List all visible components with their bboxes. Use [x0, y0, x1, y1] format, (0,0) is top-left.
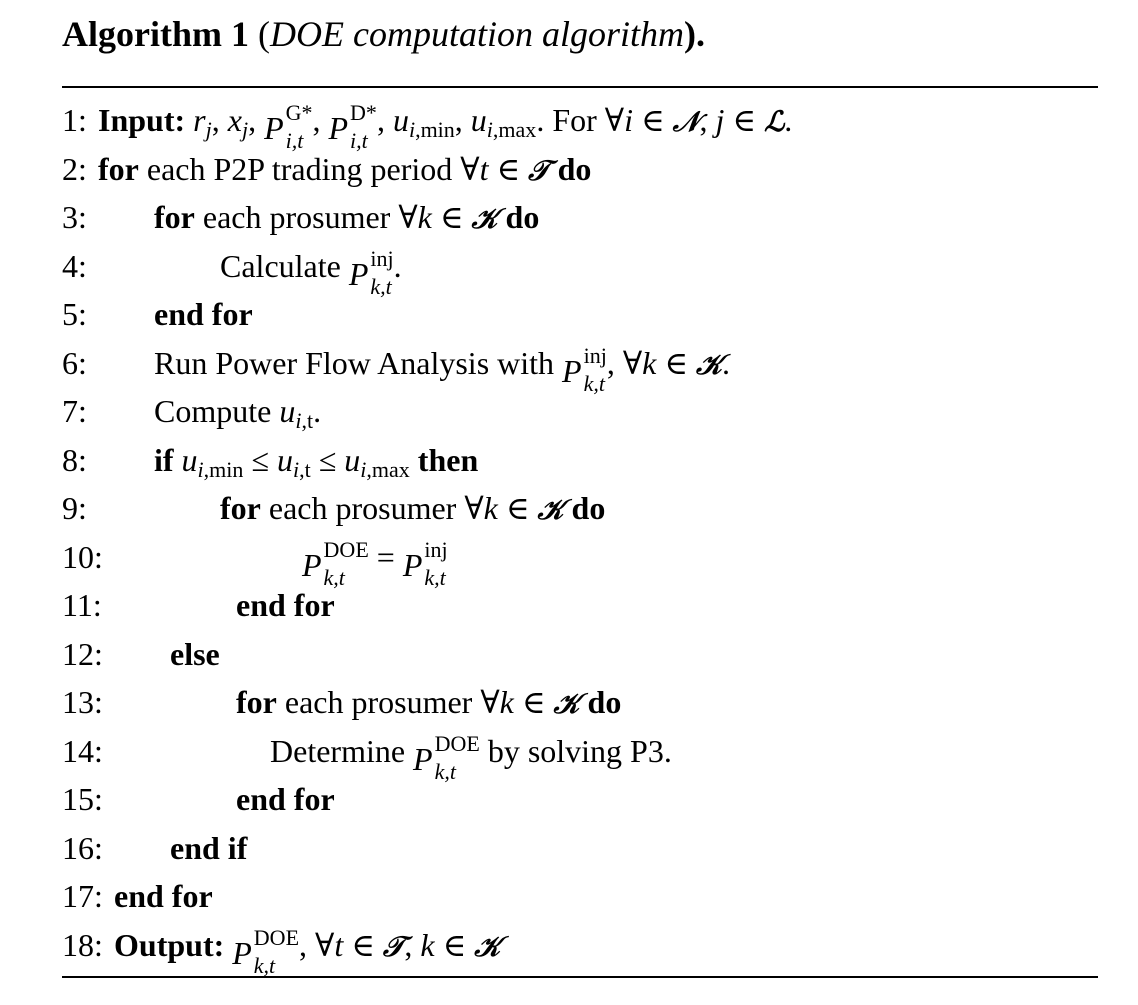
line-number: 10:: [62, 538, 103, 575]
line-body: [236, 775, 335, 824]
line-number: 14:: [62, 732, 103, 769]
line-keyword: if: [154, 441, 174, 478]
line-keyword: end for: [114, 878, 213, 914]
line-number: 1:: [62, 102, 87, 138]
algorithm-label: Algorithm 1: [62, 14, 249, 54]
line-number: 18:: [62, 926, 103, 963]
line-number: 9:: [62, 490, 87, 526]
line-keyword: for: [236, 684, 277, 720]
line-text: Calculate P inj k,t .: [220, 245, 402, 299]
line-body: [236, 678, 621, 729]
line-keyword: end for: [154, 296, 253, 332]
line-keyword: for: [98, 150, 139, 187]
algorithm-line: [62, 824, 1098, 873]
algorithm-line: [62, 630, 1098, 679]
line-keyword: Input:: [98, 102, 186, 138]
top-rule: [62, 86, 1098, 88]
line-number: 7:: [62, 393, 87, 429]
line-number: 13:: [62, 684, 103, 720]
line-number: 2:: [62, 150, 87, 187]
line-keyword: Output:: [114, 926, 225, 963]
algorithm-line: [62, 533, 1098, 590]
algorithm-line: [62, 775, 1098, 824]
line-body: [220, 484, 605, 535]
line-body: [236, 581, 335, 630]
line-number: 17:: [62, 878, 103, 914]
line-text: Compute ui,t.: [154, 393, 322, 433]
algorithm-caption: [62, 10, 705, 58]
line-body: [170, 824, 247, 873]
line-number: 15:: [62, 781, 103, 817]
algorithm-line: [62, 727, 1098, 784]
algorithm-line: [62, 872, 1098, 921]
algorithm-line: [62, 290, 1098, 339]
algorithm-line: [62, 581, 1098, 630]
line-text: each P2P trading period ∀t ∈ 𝒯: [146, 150, 550, 187]
line-number: 3:: [62, 199, 87, 235]
line-keyword: end if: [170, 829, 248, 866]
line-number: 8:: [62, 441, 87, 478]
line-number: 5:: [62, 296, 87, 332]
line-text: Determine P DOE k,t by solving P3.: [270, 730, 672, 784]
algorithm-line: [62, 678, 1098, 727]
line-text: P DOE k,t = P inj k,t: [302, 536, 448, 590]
algorithm-line: [62, 193, 1098, 242]
caption-close-paren: ).: [683, 14, 705, 54]
algorithm-line: [62, 436, 1098, 485]
line-body: [154, 193, 539, 244]
line-keyword-end: do: [557, 150, 592, 187]
line-keyword-end: do: [587, 684, 622, 720]
algorithm-line: [62, 387, 1098, 436]
algorithm-line: [62, 96, 1098, 154]
line-text: Run Power Flow Analysis with P inj k,t , ∀k ∈ 𝒦.: [154, 342, 731, 396]
algorithm-line: [62, 339, 1098, 396]
line-keyword-end: do: [571, 490, 606, 526]
line-number: 12:: [62, 635, 103, 672]
line-text: each prosumer ∀k ∈ 𝒦: [284, 684, 580, 720]
line-keyword: end for: [236, 587, 335, 623]
line-keyword: end for: [236, 781, 335, 817]
line-number: 16:: [62, 829, 103, 866]
line-keyword: for: [154, 199, 195, 235]
line-body: [154, 290, 253, 339]
line-text: each prosumer ∀k ∈ 𝒦: [202, 199, 498, 235]
line-text: ui,min ≤ ui,t ≤ ui,max: [181, 441, 410, 482]
line-body: [98, 145, 591, 196]
caption-open-paren: (: [257, 14, 270, 54]
line-keyword: for: [220, 490, 261, 526]
line-keyword: else: [170, 635, 220, 672]
line-text: P DOE k,t , ∀t ∈ 𝒯, k ∈ 𝒦: [232, 924, 501, 978]
line-body: [114, 921, 500, 978]
line-text: each prosumer ∀k ∈ 𝒦: [268, 490, 564, 526]
line-text: rj, xj, P G* i,t , P D* i,t , ui,min, ui,max. For ∀i ∈ 𝒩, j ∈ ℒ.: [193, 100, 793, 154]
line-body: [170, 630, 220, 679]
line-number: 4:: [62, 247, 87, 284]
line-number: 11:: [62, 587, 102, 623]
bottom-rule: [62, 976, 1098, 978]
line-number: 6:: [62, 344, 87, 381]
algorithm-steps: [62, 96, 1098, 978]
algorithm-line: [62, 242, 1098, 299]
algorithm-line: [62, 921, 1098, 978]
line-keyword-end: then: [417, 441, 479, 478]
algorithm-line: [62, 145, 1098, 194]
line-keyword-end: do: [505, 199, 540, 235]
line-body: [114, 872, 213, 921]
algorithm-name: DOE computation algorithm: [269, 14, 684, 54]
algorithm-line: [62, 484, 1098, 533]
